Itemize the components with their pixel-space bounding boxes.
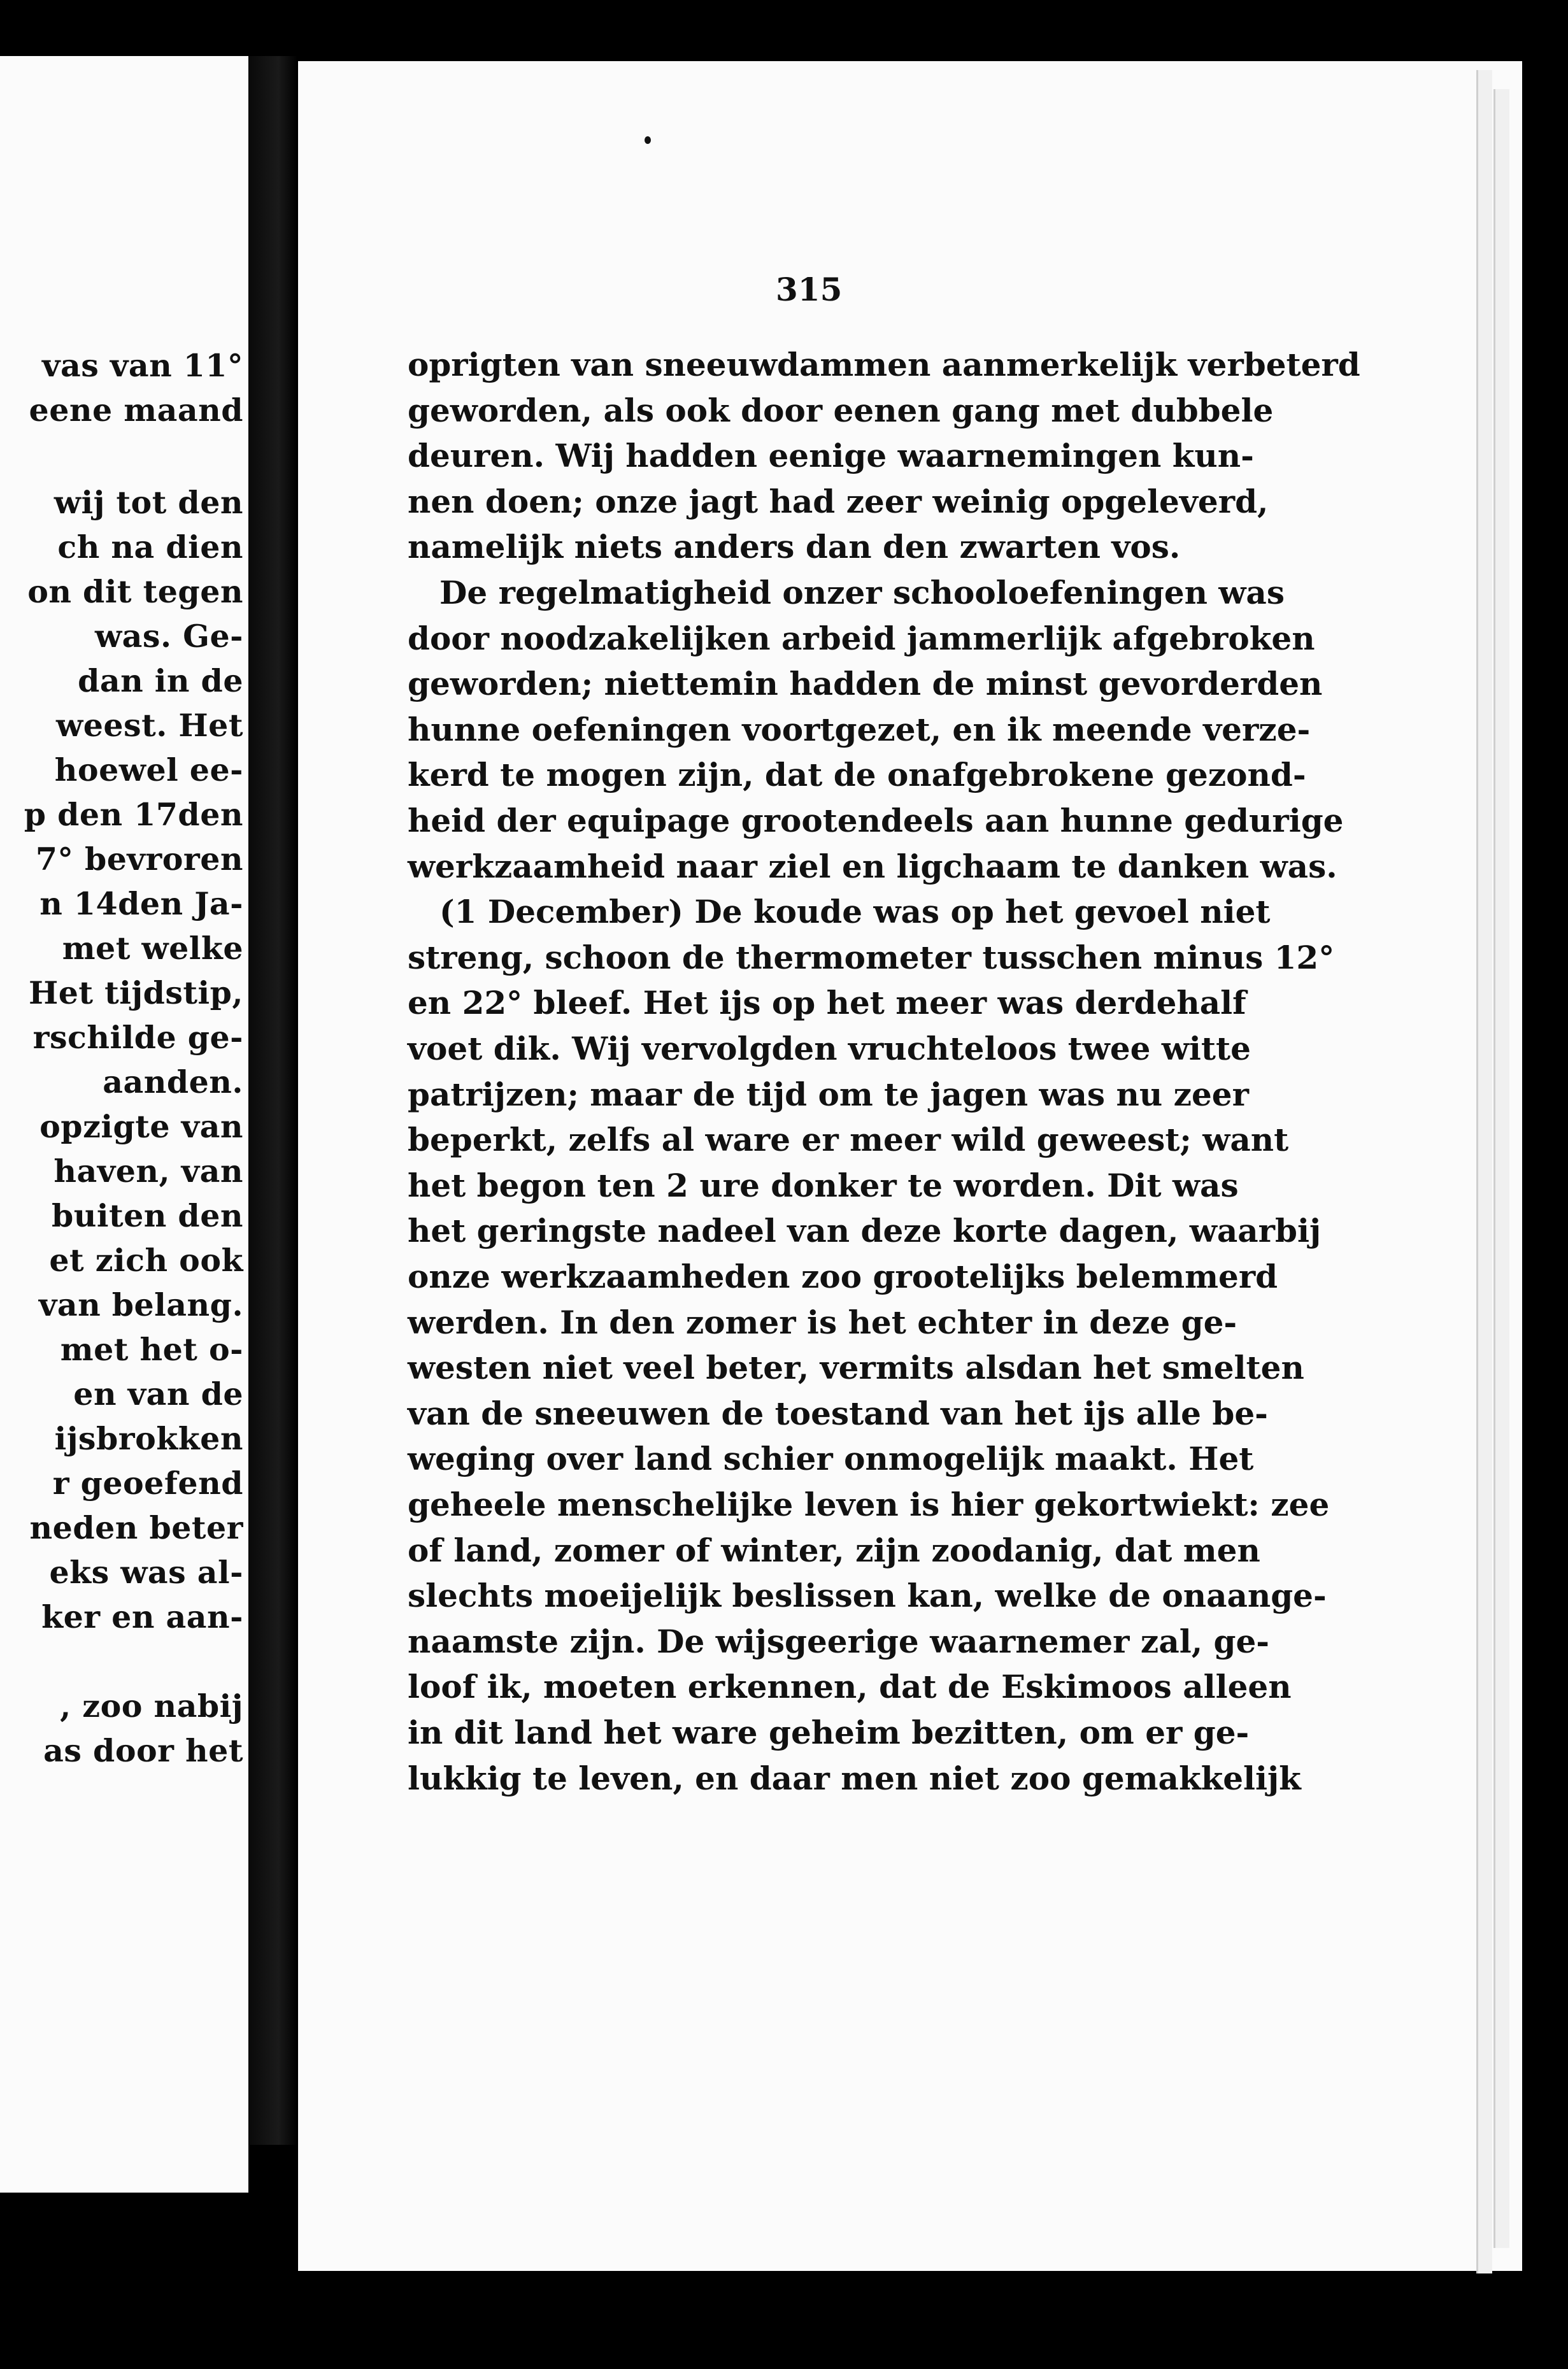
left-page-line: dan in de (78, 662, 243, 699)
left-page-line: buiten den (51, 1197, 243, 1234)
body-text-line: (1 December) De koude was op het gevoel niet (439, 893, 1271, 931)
body-text-line: hunne oefeningen voortgezet, en ik meende verze- (408, 710, 1311, 748)
body-text-line: onze werkzaamheden zoo grootelijks belemmerd (408, 1258, 1278, 1295)
left-page-fragment (0, 56, 248, 2193)
body-text-line: in dit land het ware geheim bezitten, om er ge- (408, 1714, 1250, 1751)
body-text-line: kerd te mogen zijn, dat de onafgebrokene gezond- (408, 756, 1306, 794)
page-edge-strip (1476, 70, 1492, 2273)
left-page-line: p den 17den (24, 796, 243, 833)
body-text-line: geworden; niettemin hadden de minst gevorderden (408, 665, 1323, 703)
left-page-line: weest. Het (56, 707, 243, 744)
left-page-line: en van de (73, 1376, 243, 1412)
book-gutter (250, 56, 297, 2145)
left-page-line: wij tot den (53, 484, 243, 521)
left-page-line: on dit tegen (27, 573, 243, 610)
left-page-line: met welke (62, 930, 243, 967)
body-text-line: namelijk niets anders dan den zwarten vos. (408, 528, 1181, 566)
body-text-line: of land, zomer of winter, zijn zoodanig, dat men (408, 1531, 1260, 1569)
page-edge-strip (1493, 89, 1509, 2248)
left-page-line: was. Ge- (95, 618, 243, 655)
left-page-line: ch na dien (57, 529, 243, 566)
left-page-line: vas van 11° (42, 347, 243, 384)
left-page-line: n 14den Ja- (39, 885, 243, 922)
body-text-line: nen doen; onze jagt had zeer weinig opgeleverd, (408, 482, 1269, 520)
left-page-line: ijsbrokken (54, 1420, 243, 1457)
body-text-line: lukkig te leven, en daar men niet zoo gemakkelijk (408, 1759, 1301, 1797)
left-page-line: met het o- (60, 1331, 243, 1368)
body-text-line: naamste zijn. De wijsgeerige waarnemer zal, ge- (408, 1622, 1270, 1660)
left-page-line: eks was al- (49, 1554, 243, 1591)
left-page-line: neden beter (29, 1509, 243, 1546)
body-text-line: deuren. Wij hadden eenige waarnemingen kun- (408, 437, 1254, 475)
body-text-line: het begon ten 2 ure donker te worden. Dit was (408, 1166, 1239, 1204)
left-page-line: r geoefend (52, 1465, 243, 1502)
body-text-line: geheele menschelijke leven is hier gekortwiekt: zee (408, 1486, 1330, 1523)
body-text-line: door noodzakelijken arbeid jammerlijk afgebroken (408, 619, 1315, 657)
body-text-line: werkzaamheid naar ziel en ligchaam te danken was. (408, 847, 1337, 885)
left-page-line: as door het (43, 1732, 243, 1769)
body-text-line: het geringste nadeel van deze korte dagen, waarbij (408, 1212, 1322, 1250)
body-text-line: beperkt, zelfs al ware er meer wild geweest; want (408, 1121, 1289, 1159)
body-text-line: geworden, als ook door eenen gang met dubbele (408, 391, 1274, 429)
body-text-line: patrijzen; maar de tijd om te jagen was nu zeer (408, 1075, 1249, 1113)
ink-dot (645, 136, 651, 144)
left-page-line: van belang. (38, 1286, 243, 1323)
left-page-line: rschilde ge- (32, 1019, 243, 1056)
body-text-line: De regelmatigheid onzer schooloefeningen was (439, 574, 1285, 611)
body-text-line: van de sneeuwen de toestand van het ijs alle be- (408, 1394, 1268, 1432)
body-text-line: en 22° bleef. Het ijs op het meer was derdehalf (408, 984, 1246, 1022)
left-page-line: 7° bevroren (35, 841, 243, 878)
body-text-line: loof ik, moeten erkennen, dat de Eskimoos alleen (408, 1668, 1292, 1706)
left-page-line: , zoo nabij (60, 1688, 243, 1725)
left-page-line: aanden. (103, 1064, 243, 1100)
body-text-line: westen niet veel beter, vermits alsdan het smelten (408, 1349, 1304, 1387)
body-text-line: heid der equipage grootendeels aan hunne gedurige (408, 802, 1344, 839)
body-text-line: slechts moeijelijk beslissen kan, welke de onaange- (408, 1577, 1327, 1615)
left-page-line: eene maand (29, 392, 243, 429)
body-text-line: weging over land schier onmogelijk maakt. Het (408, 1440, 1254, 1478)
body-text-line: streng, schoon de thermometer tusschen minus 12° (408, 938, 1335, 976)
body-text-line: oprigten van sneeuwdammen aanmerkelijk verbeterd (408, 346, 1360, 383)
body-text-line: werden. In den zomer is het echter in deze ge- (408, 1303, 1237, 1341)
left-page-line: opzigte van (39, 1108, 243, 1145)
left-page-line: haven, van (53, 1153, 243, 1190)
left-page-line: et zich ook (49, 1242, 243, 1279)
page-number: 315 (776, 271, 843, 308)
left-page-line: hoewel ee- (54, 751, 243, 788)
left-page-line: Het tijdstip, (28, 974, 243, 1011)
left-page-line: ker en aan- (41, 1598, 243, 1635)
body-text-line: voet dik. Wij vervolgden vruchteloos twee witte (408, 1030, 1251, 1067)
